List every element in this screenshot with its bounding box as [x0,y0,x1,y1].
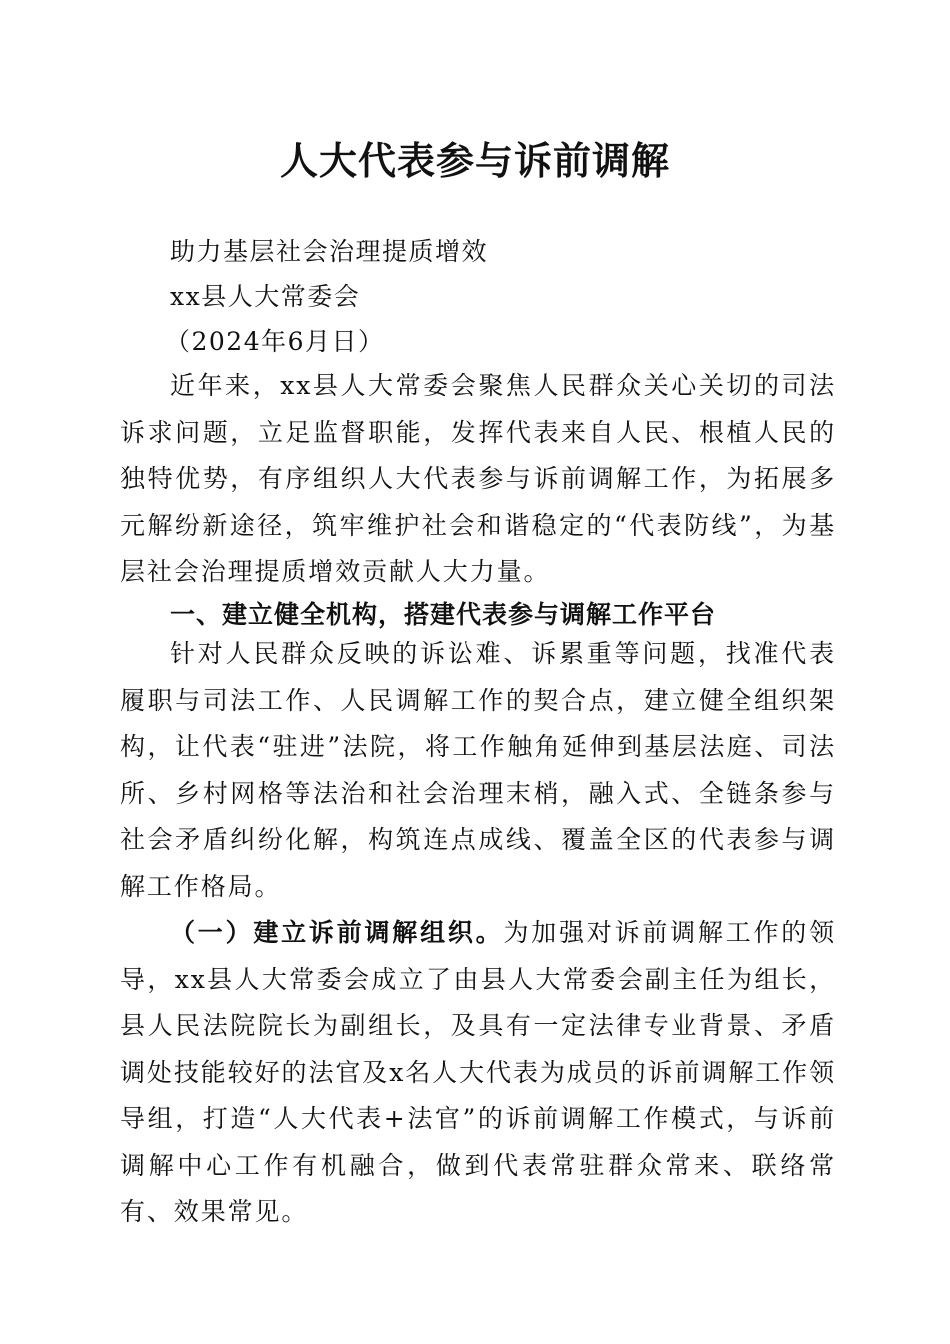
document-subtitle: 助力基层社会治理提质增效 [170,237,489,266]
item-1-paragraph [120,910,836,1236]
document-author: xx县人大常委会 [170,282,361,311]
item-1-body: 为加强对诉前调解工作的领导，xx县人大常委会成立了由县人大常委会副主任为组长，县人民法院院长为副组长，及具有一定法律专业背景、矛盾调处技能较好的法官及x名人大代表为成员的诉前调解工作领导组，打造“人大代表+法官”的诉前调解工作模式，与诉前调解中心工作有机融合，做到代表常驻群众常来、联络常有、效果常见。 [120,918,836,1226]
section-1-heading: 一、建立健全机构，搭建代表参与调解工作平台 [170,600,717,629]
intro-paragraph: 近年来，xx县人大常委会聚焦人民群众关心关切的司法诉求问题，立足监督职能，发挥代表来自人民、根植人民的独特优势，有序组织人大代表参与诉前调解工作，为拓展多元解纷新途径，筑牢维护社会和谐稳定的“代表防线”，为基层社会治理提质增效贡献人大力量。 [120,371,836,586]
document-date: （2024年6月日） [165,327,385,356]
section-1-paragraph: 针对人民群众反映的诉讼难、诉累重等问题，找准代表履职与司法工作、人民调解工作的契合点，建立健全组织架构，让代表“驻进”法院，将工作触角延伸到基层法庭、司法所、乡村网格等法治和社会治理末梢，融入式、全链条参与社会矛盾纠纷化解，构筑连点成线、覆盖全区的代表参与调解工作格局。 [120,639,836,901]
item-1-lead: （一）建立诉前调解组织。 [170,918,504,947]
document-title: 人大代表参与诉前调解 [279,138,670,183]
